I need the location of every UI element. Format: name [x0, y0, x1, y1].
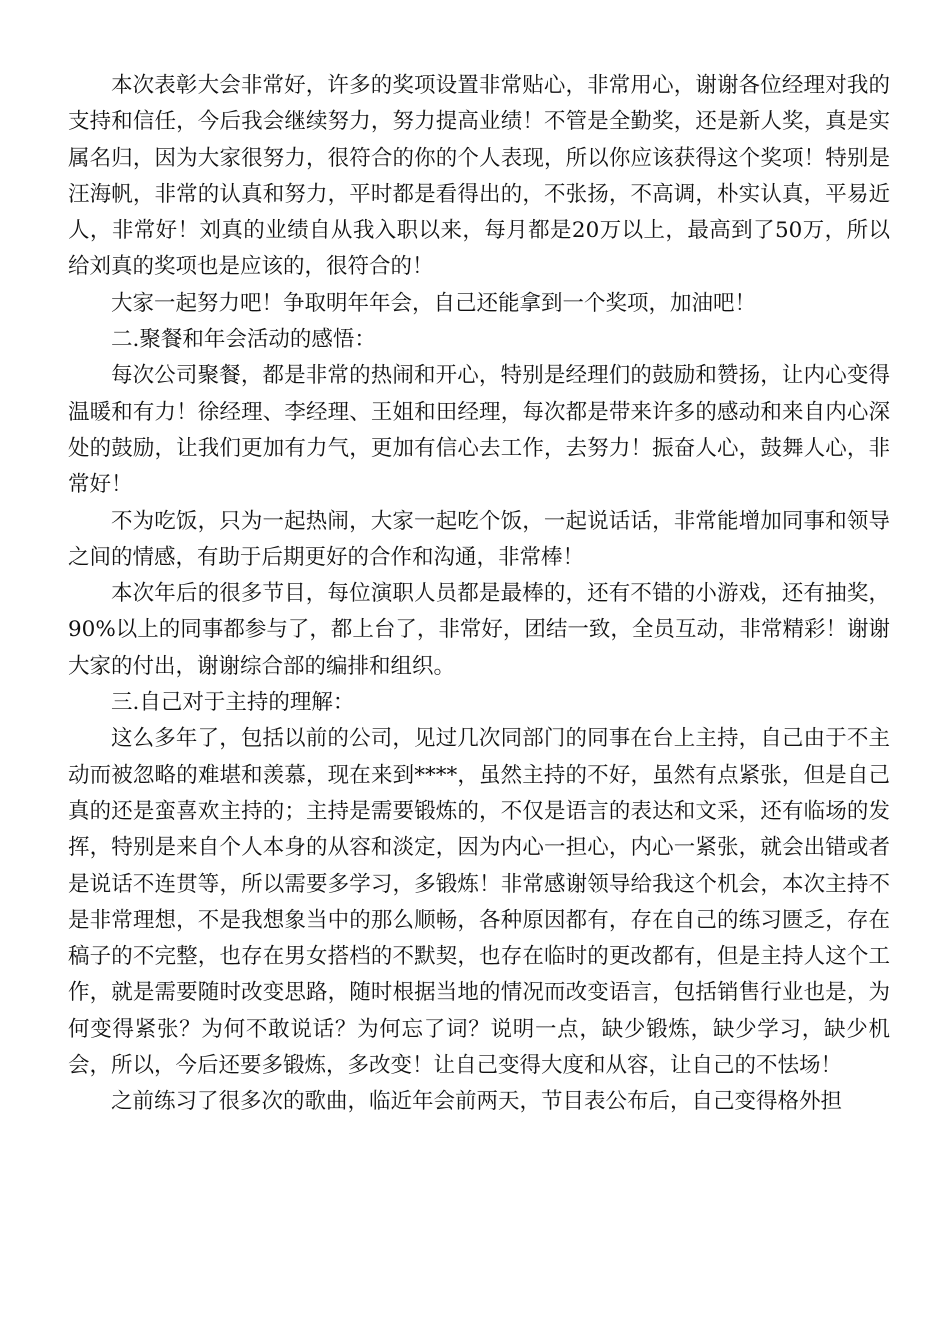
paragraph-together: 不为吃饭，只为一起热闹，大家一起吃个饭，一起说话话，非常能增加同事和领导之间的情感，有助于后期更好的合作和沟通，非常棒！: [68, 508, 890, 570]
document-page: [68, 68, 890, 1121]
section-heading-hosting: 三.自己对于主持的理解：: [111, 690, 355, 716]
paragraph-awards: 本次表彰大会非常好，许多的奖项设置非常贴心，非常用心，谢谢各位经理对我的支持和信任，今后我会继续努力，努力提高业绩！不管是全勤奖，还是新人奖，真是实属名归，因为大家很努力，很符合的你的个人表现，所以你应该获得这个奖项！特别是汪海帆，非常的认真和努力，平时都是看得出的，不张扬，不高调，朴实认真，平易近人，非常好！刘真的业绩自从我入职以来，每月都是20万以上，最高到了50万，所以给刘真的奖项也是应该的，很符合的！: [68, 73, 890, 280]
paragraph-hosting: 这么多年了，包括以前的公司，见过几次同部门的同事在台上主持，自己由于不主动而被忽略的难堪和羡慕，现在来到****，虽然主持的不好，虽然有点紧张，但是自己真的还是蛮喜欢主持的；主持是需要锻炼的，不仅是语言的表达和文采，还有临场的发挥，特别是来自个人本身的从容和淡定，因为内心一担心，内心一紧张，就会出错或者是说话不连贯等，所以需要多学习，多锻炼！非常感谢领导给我这个机会，本次主持不是非常理想，不是我想象当中的那么顺畅，各种原因都有，存在自己的练习匮乏，存在稿子的不完整，也存在男女搭档的不默契，也存在临时的更改都有，但是主持人这个工作，就是需要随时改变思路，随时根据当地的情况而改变语言，包括销售行业也是，为何变得紧张？为何不敢说话？为何忘了词？说明一点，缺少锻炼，缺少学习，缺少机会，所以，今后还要多锻炼，多改变！让自己变得大度和从容，让自己的不怯场！: [68, 726, 890, 1079]
paragraph-song: 之前练习了很多次的歌曲，临近年会前两天，节目表公布后，自己变得格外担: [111, 1089, 843, 1115]
paragraph-encouragement: 大家一起努力吧！争取明年年会，自己还能拿到一个奖项，加油吧！: [111, 290, 757, 316]
section-heading-dinner: 二.聚餐和年会活动的感悟：: [111, 327, 376, 353]
paragraph-dinner: 每次公司聚餐，都是非常的热闹和开心，特别是经理们的鼓励和赞扬，让内心变得温暖和有力！徐经理、李经理、王姐和田经理，每次都是带来许多的感动和来自内心深处的鼓励，让我们更加有力气，更加有信心去工作，去努力！振奋人心，鼓舞人心，非常好！: [68, 363, 890, 498]
paragraph-performances: 本次年后的很多节目，每位演职人员都是最棒的，还有不错的小游戏，还有抽奖，90%以上的同事都参与了，都上台了，非常好，团结一致，全员互动，非常精彩！谢谢大家的付出，谢谢综合部的编排和组织。: [68, 581, 890, 679]
